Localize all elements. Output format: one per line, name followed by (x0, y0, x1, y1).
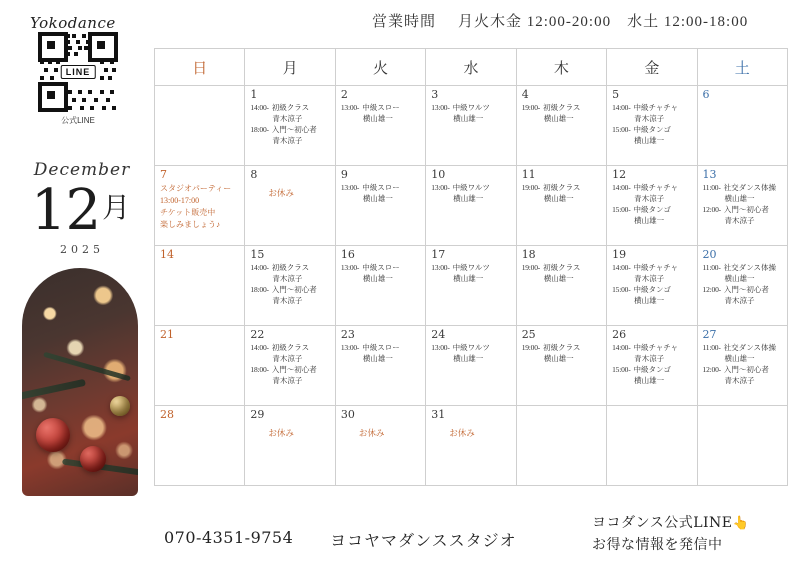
class-title: 中級スロー (362, 103, 400, 113)
class-time: 13:00- (340, 183, 360, 193)
class-title: 入門〜初心者 (271, 284, 317, 294)
day-number: 28 (160, 408, 174, 421)
class-title: 中級スロー (362, 343, 400, 353)
class-teacher: 青木涼子 (272, 135, 303, 145)
class-event[interactable] (612, 205, 692, 227)
line-promo-title: ヨコダンス公式LINE👆 (592, 515, 750, 531)
class-event[interactable] (612, 103, 692, 125)
class-title: 社交ダンス体操 (723, 343, 776, 353)
class-event[interactable] (431, 183, 511, 205)
class-teacher: 青木涼子 (272, 113, 303, 123)
class-time: 14:00- (250, 343, 269, 353)
class-teacher: 横山雄一 (362, 113, 393, 123)
class-title: 初級クラス (271, 263, 310, 273)
business-hours-wedsat: 水土 12:00-18:00 (627, 14, 749, 30)
class-teacher: 横山雄一 (453, 193, 484, 203)
class-title: 社交ダンス体操 (723, 263, 776, 273)
day-number: 14 (160, 248, 174, 261)
class-title: 入門〜初心者 (271, 364, 317, 374)
day-number: 20 (702, 248, 717, 261)
calendar-day-cell[interactable] (697, 246, 787, 326)
class-title: 初級クラス (543, 343, 581, 353)
class-time: 12:00- (702, 284, 721, 294)
calendar-day-cell[interactable] (335, 166, 425, 246)
class-time: 14:00- (612, 263, 631, 273)
weekday-header: 火 (335, 49, 425, 86)
class-title: 中級タンゴ (633, 364, 671, 374)
closed-label: お休み (358, 428, 385, 439)
class-event[interactable] (341, 103, 421, 125)
month-kanji: 月 (102, 191, 130, 224)
calendar-day-cell[interactable] (155, 326, 245, 406)
class-teacher: 青木涼子 (724, 375, 755, 385)
class-event[interactable] (250, 263, 330, 285)
class-teacher: 横山雄一 (543, 273, 574, 283)
calendar-day-cell[interactable] (245, 406, 335, 486)
class-event[interactable] (522, 103, 602, 125)
day-number: 29 (250, 408, 265, 421)
calendar-day-cell[interactable] (155, 406, 245, 486)
class-event[interactable] (612, 183, 692, 205)
class-time: 12:00- (702, 364, 721, 374)
calendar-day-cell[interactable] (335, 86, 425, 166)
class-time: 15:00- (612, 364, 631, 374)
day-number: 3 (431, 88, 439, 101)
day-number: 5 (612, 88, 620, 101)
class-title: 初級クラス (543, 183, 581, 193)
class-time: 11:00- (702, 343, 721, 353)
day-number: 24 (431, 328, 446, 341)
class-event[interactable] (703, 183, 783, 205)
class-time: 14:00- (250, 103, 269, 113)
class-time: 19:00- (521, 183, 541, 193)
ornament-icon (80, 446, 106, 472)
class-event[interactable] (612, 285, 692, 307)
weekday-header: 水 (426, 49, 516, 86)
class-event[interactable] (250, 125, 330, 147)
class-time: 13:00- (431, 343, 450, 353)
class-time: 11:00- (702, 263, 721, 273)
class-teacher: 青木涼子 (634, 113, 665, 123)
class-title: 中級タンゴ (633, 204, 671, 214)
class-teacher: 青木涼子 (272, 273, 303, 283)
day-number: 30 (340, 408, 355, 421)
class-title: 中級チャチャ (633, 263, 679, 273)
calendar-day-cell[interactable] (426, 166, 516, 246)
calendar-day-cell[interactable] (697, 326, 787, 406)
class-teacher: 青木涼子 (634, 353, 665, 363)
class-title: 入門〜初心者 (723, 284, 769, 294)
calendar-day-cell[interactable] (155, 166, 245, 246)
class-time: 13:00- (431, 183, 450, 193)
class-event[interactable] (341, 343, 421, 365)
studio-logo: Yokodance (30, 14, 116, 32)
calendar-day-cell[interactable] (426, 326, 516, 406)
closed-label: お休み (268, 428, 294, 439)
day-number: 13 (702, 168, 717, 181)
class-event[interactable] (250, 103, 330, 125)
class-title: 中級ワルツ (452, 343, 490, 353)
class-event[interactable] (522, 183, 602, 205)
calendar-day-cell[interactable] (245, 246, 335, 326)
line-promo-sub: お得な情報を発信中 (592, 536, 723, 553)
month-number-value: 12 (30, 178, 101, 243)
class-event[interactable] (612, 263, 692, 285)
year-label: 2025 (60, 243, 104, 256)
christmas-photo (22, 268, 138, 496)
class-event[interactable] (250, 343, 330, 365)
class-time: 12:00- (702, 204, 721, 214)
business-hours (372, 10, 748, 31)
class-title: 初級クラス (543, 263, 581, 273)
ornament-icon (36, 418, 70, 452)
day-number: 23 (340, 328, 355, 341)
calendar-day-cell[interactable] (516, 326, 606, 406)
party-line: 13:00-17:00 (160, 196, 200, 206)
calendar-day-cell[interactable] (426, 246, 516, 326)
business-hours-weekday: 月火木金 12:00-20:00 (458, 14, 612, 30)
class-event[interactable] (341, 263, 421, 285)
day-number: 25 (521, 328, 536, 341)
class-teacher: 横山雄一 (543, 113, 574, 123)
month-name-english: December (33, 160, 131, 180)
class-teacher: 横山雄一 (362, 273, 393, 283)
class-teacher: 青木涼子 (272, 353, 303, 363)
day-number: 31 (431, 408, 446, 421)
class-time: 15:00- (612, 284, 631, 294)
qr-code-icon (38, 32, 118, 112)
calendar-day-cell[interactable] (335, 406, 425, 486)
party-line: スタジオパーティー (160, 184, 232, 194)
class-title: 中級ワルツ (452, 263, 490, 273)
class-title: 中級スロー (362, 263, 400, 273)
class-time: 15:00- (612, 204, 631, 214)
party-line: 楽しみましょう♪ (160, 220, 220, 230)
calendar-day-cell[interactable] (245, 326, 335, 406)
day-number: 19 (612, 248, 627, 261)
class-event[interactable] (612, 365, 692, 387)
class-teacher: 青木涼子 (634, 273, 665, 283)
calendar-week-row (155, 326, 788, 406)
calendar-day-cell[interactable] (697, 166, 787, 246)
day-number: 2 (340, 88, 348, 101)
left-panel (0, 0, 150, 566)
class-title: 中級チャチャ (633, 103, 679, 113)
calendar-day-cell[interactable] (607, 86, 697, 166)
day-number: 17 (431, 248, 446, 261)
class-event[interactable] (703, 205, 783, 227)
calendar-header-row (155, 49, 788, 86)
class-event[interactable] (612, 343, 692, 365)
day-number: 6 (702, 88, 710, 101)
class-teacher: 横山雄一 (634, 215, 665, 225)
calendar-week-row (155, 86, 788, 166)
calendar-day-cell[interactable] (426, 86, 516, 166)
class-event[interactable] (703, 365, 783, 387)
class-title: 中級ワルツ (452, 183, 490, 193)
phone-number[interactable]: 070-4351-9754 (164, 528, 294, 547)
month-number (10, 178, 150, 243)
day-number: 18 (521, 248, 536, 261)
class-teacher: 横山雄一 (362, 353, 393, 363)
class-teacher: 横山雄一 (634, 295, 665, 305)
class-title: 中級チャチャ (633, 183, 679, 193)
class-time: 14:00- (250, 263, 269, 273)
class-teacher: 横山雄一 (724, 353, 755, 363)
class-event[interactable] (612, 125, 692, 147)
day-number: 22 (250, 328, 265, 341)
class-title: 中級ワルツ (452, 103, 490, 113)
class-event[interactable] (431, 263, 511, 285)
line-badge-icon: LINE (61, 65, 96, 79)
calendar-day-cell[interactable] (245, 86, 335, 166)
day-number: 27 (702, 328, 717, 341)
calendar-week-row (155, 166, 788, 246)
calendar-day-cell[interactable] (607, 166, 697, 246)
day-number: 7 (160, 168, 167, 181)
calendar-day-cell[interactable] (426, 406, 516, 486)
class-teacher: 横山雄一 (634, 375, 665, 385)
class-time: 19:00- (521, 103, 541, 113)
calendar-day-cell[interactable] (607, 246, 697, 326)
closed-label: お休み (268, 188, 294, 199)
class-event[interactable] (431, 103, 511, 125)
calendar-day-cell[interactable] (516, 246, 606, 326)
studio-name: ヨコヤマダンススタジオ (330, 531, 517, 550)
class-event[interactable] (522, 343, 602, 365)
class-title: 中級タンゴ (633, 124, 671, 134)
line-qr-code[interactable] (38, 32, 118, 112)
calendar-day-cell[interactable] (245, 166, 335, 246)
day-number: 16 (340, 248, 355, 261)
class-teacher: 青木涼子 (724, 295, 755, 305)
class-title: 入門〜初心者 (271, 124, 317, 134)
class-teacher: 横山雄一 (543, 353, 574, 363)
class-time: 15:00- (612, 124, 631, 134)
ornament-icon (110, 396, 130, 416)
class-title: 入門〜初心者 (723, 364, 769, 374)
class-teacher: 横山雄一 (453, 273, 484, 283)
day-number: 1 (250, 88, 258, 101)
class-event[interactable] (341, 183, 421, 205)
calendar-week-row (155, 246, 788, 326)
day-number: 8 (250, 168, 258, 181)
class-event[interactable] (703, 343, 783, 365)
class-event[interactable] (703, 285, 783, 307)
class-title: 入門〜初心者 (723, 204, 769, 214)
class-event[interactable] (250, 285, 330, 307)
class-title: 社交ダンス体操 (723, 183, 776, 193)
class-time: 13:00- (340, 103, 360, 113)
class-time: 11:00- (702, 183, 721, 193)
class-event[interactable] (703, 263, 783, 285)
calendar-day-cell[interactable] (516, 406, 606, 486)
class-time: 14:00- (612, 343, 631, 353)
day-number: 21 (160, 328, 174, 341)
weekday-header: 日 (155, 49, 245, 86)
class-event[interactable] (250, 365, 330, 387)
weekday-header: 土 (697, 49, 787, 86)
class-teacher: 横山雄一 (634, 135, 665, 145)
class-title: 中級スロー (362, 183, 400, 193)
calendar-day-cell[interactable] (516, 166, 606, 246)
pointing-finger-icon: 👆 (732, 516, 750, 531)
class-time: 13:00- (340, 343, 360, 353)
qr-caption: 公式LINE (61, 116, 95, 125)
class-teacher: 青木涼子 (634, 193, 665, 203)
weekday-header: 月 (245, 49, 335, 86)
class-title: 中級タンゴ (633, 284, 671, 294)
class-teacher: 青木涼子 (272, 295, 303, 305)
day-number: 12 (612, 168, 627, 181)
calendar-day-cell[interactable] (335, 246, 425, 326)
day-number: 15 (250, 248, 265, 261)
schedule-calendar (154, 48, 788, 486)
closed-label: お休み (449, 428, 475, 439)
weekday-header: 金 (607, 49, 697, 86)
class-title: 初級クラス (543, 103, 581, 113)
calendar-day-cell[interactable] (697, 86, 787, 166)
class-time: 13:00- (340, 263, 360, 273)
class-time: 19:00- (521, 263, 541, 273)
class-teacher: 横山雄一 (453, 353, 484, 363)
calendar-day-cell[interactable] (155, 86, 245, 166)
day-number: 4 (521, 88, 529, 101)
day-number: 10 (431, 168, 446, 181)
class-time: 14:00- (612, 183, 631, 193)
calendar-day-cell[interactable] (516, 86, 606, 166)
class-time: 13:00- (431, 103, 450, 113)
business-hours-label: 営業時間 (372, 14, 437, 30)
line-promo (592, 513, 749, 556)
day-number: 26 (612, 328, 627, 341)
day-number: 11 (521, 168, 536, 181)
day-number: 9 (340, 168, 348, 181)
class-teacher: 青木涼子 (724, 215, 755, 225)
class-title: 初級クラス (271, 103, 310, 113)
class-time: 14:00- (612, 103, 631, 113)
weekday-header: 木 (516, 49, 606, 86)
calendar-day-cell[interactable] (335, 326, 425, 406)
calendar-day-cell[interactable] (607, 326, 697, 406)
calendar-day-cell[interactable] (155, 246, 245, 326)
class-title: 初級クラス (271, 343, 310, 353)
class-time: 18:00- (250, 364, 269, 374)
calendar-week-row (155, 406, 788, 486)
class-title: 中級チャチャ (633, 343, 679, 353)
party-announcement (160, 183, 240, 231)
calendar-day-cell[interactable] (697, 406, 787, 486)
party-line: チケット販売中 (160, 208, 216, 218)
calendar-day-cell[interactable] (607, 406, 697, 486)
class-teacher: 横山雄一 (543, 193, 574, 203)
class-time: 18:00- (250, 124, 269, 134)
class-teacher: 横山雄一 (362, 193, 393, 203)
class-teacher: 横山雄一 (724, 193, 755, 203)
class-time: 13:00- (431, 263, 450, 273)
class-time: 18:00- (250, 284, 269, 294)
class-event[interactable] (431, 343, 511, 365)
class-teacher: 青木涼子 (272, 375, 303, 385)
class-time: 19:00- (521, 343, 541, 353)
class-teacher: 横山雄一 (453, 113, 484, 123)
class-teacher: 横山雄一 (724, 273, 755, 283)
class-event[interactable] (522, 263, 602, 285)
